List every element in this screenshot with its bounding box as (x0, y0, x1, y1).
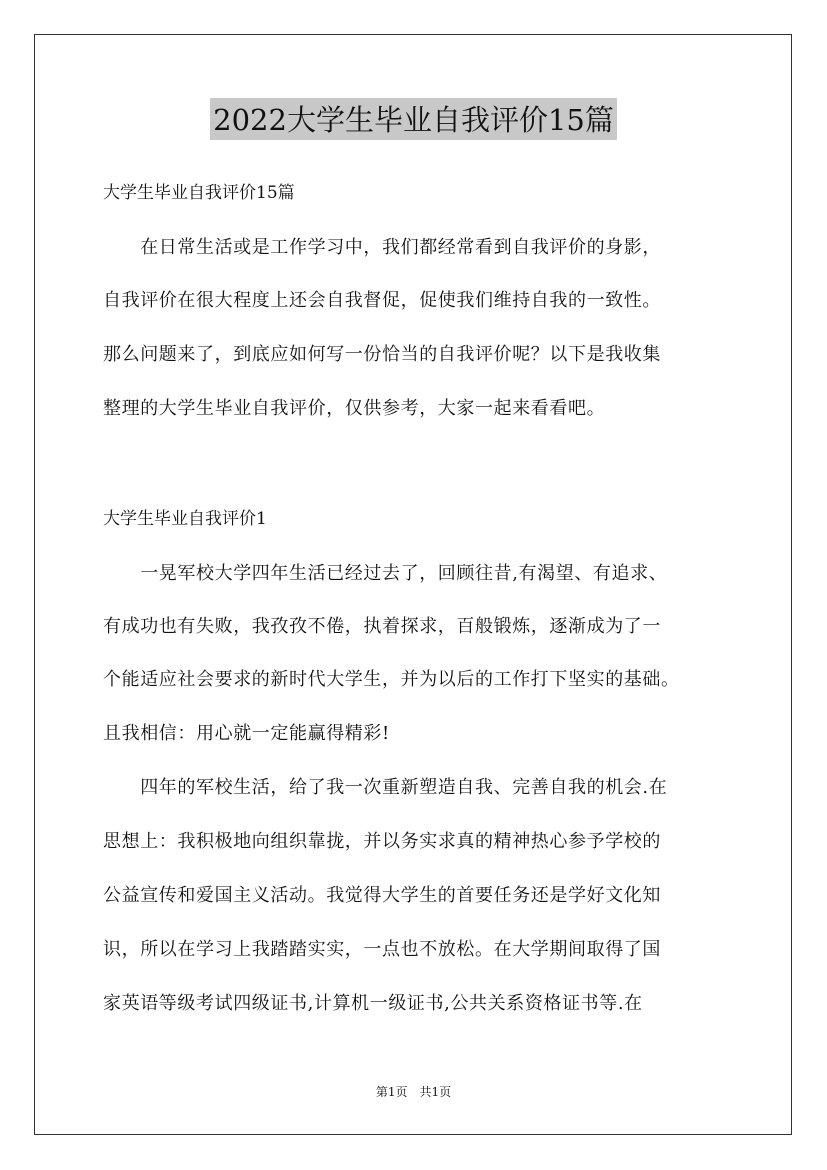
intro-line-2: 自我评价在很大程度上还会自我督促，促使我们维持自我的一致性。 (103, 290, 661, 311)
paragraph2-line-3: 公益宣传和爱国主义活动。我觉得大学生的首要任务还是学好文化知 (103, 885, 661, 906)
intro-line-3: 那么问题来了，到底应如何写一份恰当的自我评价呢？以下是我收集 (103, 344, 661, 365)
title-container (0, 98, 827, 140)
paragraph1-line-3: 个能适应社会要求的新时代大学生，并为以后的工作打下坚实的基础。 (103, 669, 680, 690)
section-heading-1: 大学生毕业自我评价1 (103, 509, 267, 529)
paragraph1-line-2: 有成功也有失败，我孜孜不倦，执着探求，百般锻炼，逐渐成为了一 (103, 616, 661, 637)
paragraph2-line-1: 四年的军校生活，给了我一次重新塑造自我、完善自我的机会.在 (103, 777, 668, 798)
paragraph2-line-4: 识，所以在学习上我踏踏实实，一点也不放松。在大学期间取得了国 (103, 939, 661, 960)
paragraph2-line-2: 思想上：我积极地向组织靠拢，并以务实求真的精神热心参予学校的 (103, 831, 661, 852)
page-footer: 第1页 共1页 (375, 1085, 452, 1099)
intro-line-1: 在日常生活或是工作学习中，我们都经常看到自我评价的身影， (103, 237, 661, 258)
document-subtitle: 大学生毕业自我评价15篇 (103, 183, 295, 203)
paragraph2-line-5: 家英语等级考试四级证书,计算机一级证书,公共关系资格证书等.在 (103, 993, 643, 1014)
intro-line-4: 整理的大学生毕业自我评价，仅供参考，大家一起来看看吧。 (103, 398, 606, 419)
paragraph1-line-1: 一晃军校大学四年生活已经过去了，回顾往昔,有渴望、有追求、 (103, 563, 668, 584)
document-title: 2022大学生毕业自我评价15篇 (210, 98, 617, 140)
paragraph1-line-4: 且我相信：用心就一定能赢得精彩! (103, 723, 390, 744)
